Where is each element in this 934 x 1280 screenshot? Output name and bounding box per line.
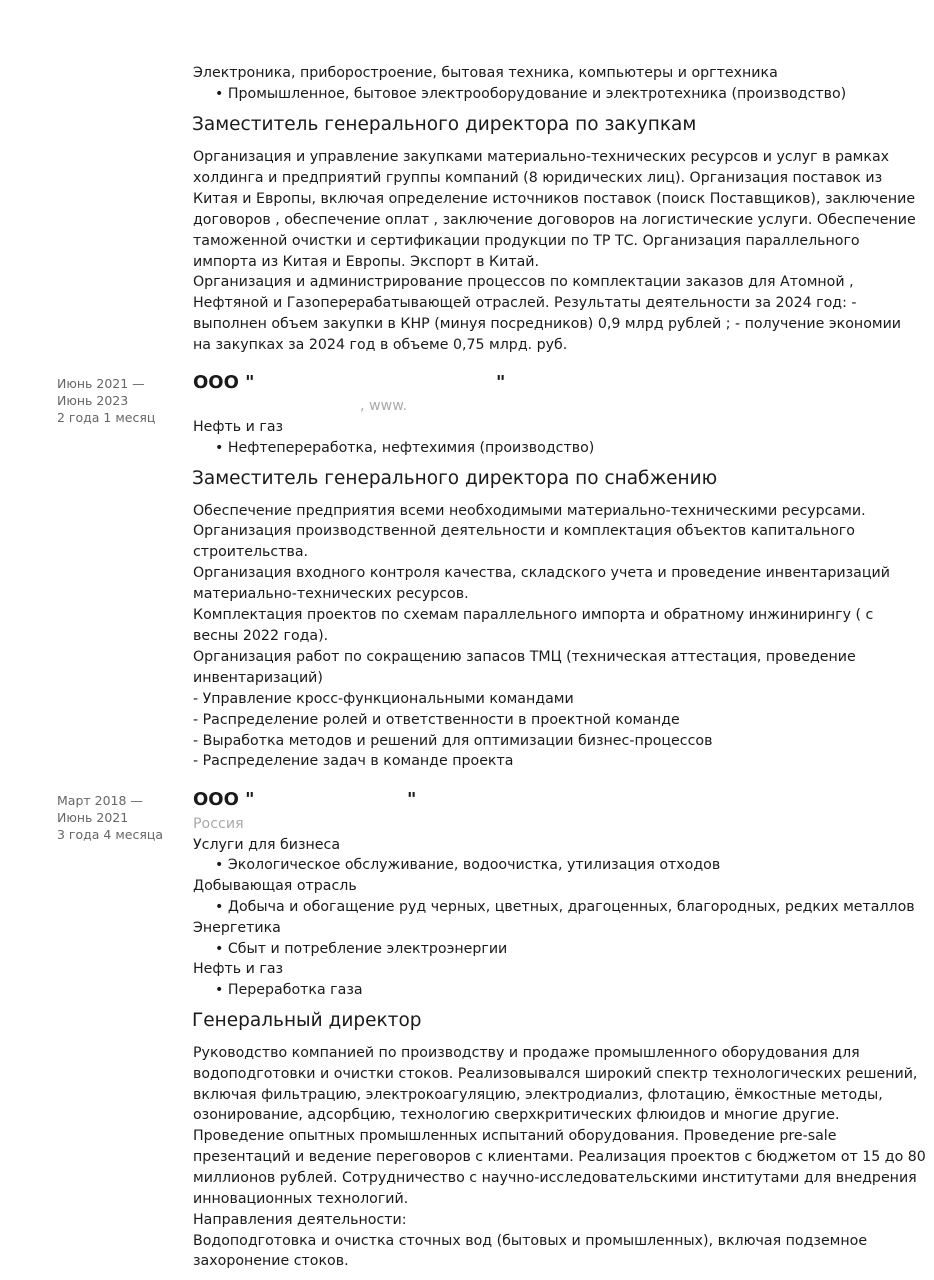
position-title: Генеральный директор [192,1010,422,1031]
description-line: водоподготовки и очистки стоков. Реализовывался широкий спектр технологических решений, [193,1066,918,1082]
description-line: Организация входного контроля качества, складского учета и проведение инвентаризаций [193,565,890,581]
description-line: материально-технических ресурсов. [193,586,469,602]
industry-bullet: • Нефтепереработка, нефтехимия (производство) [215,440,595,456]
description-line: озонирование, адсорбцию, технологию сверхкритических флюидов и многие другие. [193,1107,840,1123]
industry-label: Добывающая отрасль [193,878,357,894]
description-line: таможенной очистки и сертификации продукции по ТР ТС. Организация параллельного [193,233,860,249]
description-line: Организация работ по сокращению запасов ТМЦ (техническая аттестация, проведение [193,649,856,665]
description-line: миллионов рублей. Сотрудничество с научно-исследовательскими институтами для внедрения [193,1170,917,1186]
description-line: Водоподготовка и очистка сточных вод (бытовых и промышленных), включая подземное [193,1233,868,1249]
description-line: - Распределение ролей и ответственности в проектной команде [193,712,680,728]
description-line: захоронение стоков. [193,1253,349,1269]
description-line: выполнен объем закупки в КНР (минуя посредников) 0,9 млрд рублей ; - получение экономии [193,316,902,332]
description-line: инновационных технологий. [193,1191,409,1207]
company-name [193,788,417,812]
company-suffix: " [407,789,417,810]
description-line: Китая и Европы, включая определение источников поставок (поиск Поставщиков), заключение [193,191,916,207]
description-line: презентаций и ведение переговоров с клиентами. Реализация проектов с бюджетом от 15 до 80 [193,1149,926,1165]
description-line: строительства. [193,544,309,560]
industry-label: Нефть и газ [193,419,284,435]
industry-bullet: • Добыча и обогащение руд черных, цветных, драгоценных, благородных, редких металлов [215,899,915,915]
industry-label: Услуги для бизнеса [193,837,341,853]
industry-label: Нефть и газ [193,961,284,977]
description-line: Руководство компанией по производству и продаже промышленного оборудования для [193,1045,860,1061]
description-line: - Управление кросс-функциональными командами [193,691,574,707]
period-duration: 2 года 1 месяц [57,410,156,425]
description-line: Организация и управление закупками материально-технических ресурсов и услуг в рамках [193,149,890,165]
description-line: - Распределение задач в команде проекта [193,753,514,769]
description-line: Нефтяной и Газоперерабатывающей отраслей. Результаты деятельности за 2024 год: - [193,295,857,311]
description-line: Организация и администрирование процессов по комплектации заказов для Атомной , [193,274,854,290]
description-line: холдинга и предприятий группы компаний (8 юридических лиц). Организация поставок из [193,170,883,186]
description-line: - Выработка методов и решений для оптимизации бизнес-процессов [193,733,713,749]
company-prefix: ООО " [193,372,255,393]
industry-label: Электроника, приборостроение, бытовая техника, компьютеры и оргтехника [193,65,778,81]
description-line: Направления деятельности: [193,1212,407,1228]
company-location: , www. [360,398,408,414]
job-period [57,375,155,426]
company-name [193,371,506,395]
description-line: Комплектация проектов по схемам параллельного импорта и обратному инжинирингу ( с [193,607,874,623]
position-title: Заместитель генерального директора по снабжению [192,468,718,489]
period-end: Июнь 2023 [57,393,129,408]
description-line: импорта из Китая и Европы. Экспорт в Китай. [193,254,540,270]
description-line: Обеспечение предприятия всеми необходимыми материально-техническими ресурсами. [193,503,866,519]
description-line: Проведение опытных промышленных испытаний оборудования. Проведение pre-sale [193,1128,837,1144]
description-line: весны 2022 года). [193,628,329,644]
period-end: Июнь 2021 [57,810,129,825]
description-line: Организация производственной деятельности и комплектация объектов капитального [193,523,855,539]
description-line: инвентаризаций) [193,670,323,686]
industry-bullet: • Сбыт и потребление электроэнергии [215,941,508,957]
description-line: на закупках за 2024 год в объеме 0,75 млрд. руб. [193,337,568,353]
industry-bullet: • Переработка газа [215,982,363,998]
company-location: Россия [193,816,244,832]
period-start: Июнь 2021 — [57,376,145,391]
period-start: Март 2018 — [57,793,143,808]
description-line: договоров , обеспечение оплат , заключение договоров на логистические услуги. Обеспечение [193,212,916,228]
industry-label: Энергетика [193,920,281,936]
description-line: включая фильтрацию, электрокоагуляцию, электродиализ, флотацию, ёмкостные методы, [193,1087,883,1103]
company-suffix: " [496,372,506,393]
position-title: Заместитель генерального директора по закупкам [192,114,697,135]
industry-bullet: • Экологическое обслуживание, водоочистка, утилизация отходов [215,857,721,873]
period-duration: 3 года 4 месяца [57,827,164,842]
job-period [57,792,163,843]
industry-bullet: • Промышленное, бытовое электрооборудование и электротехника (производство) [215,86,847,102]
company-prefix: ООО " [193,789,255,810]
